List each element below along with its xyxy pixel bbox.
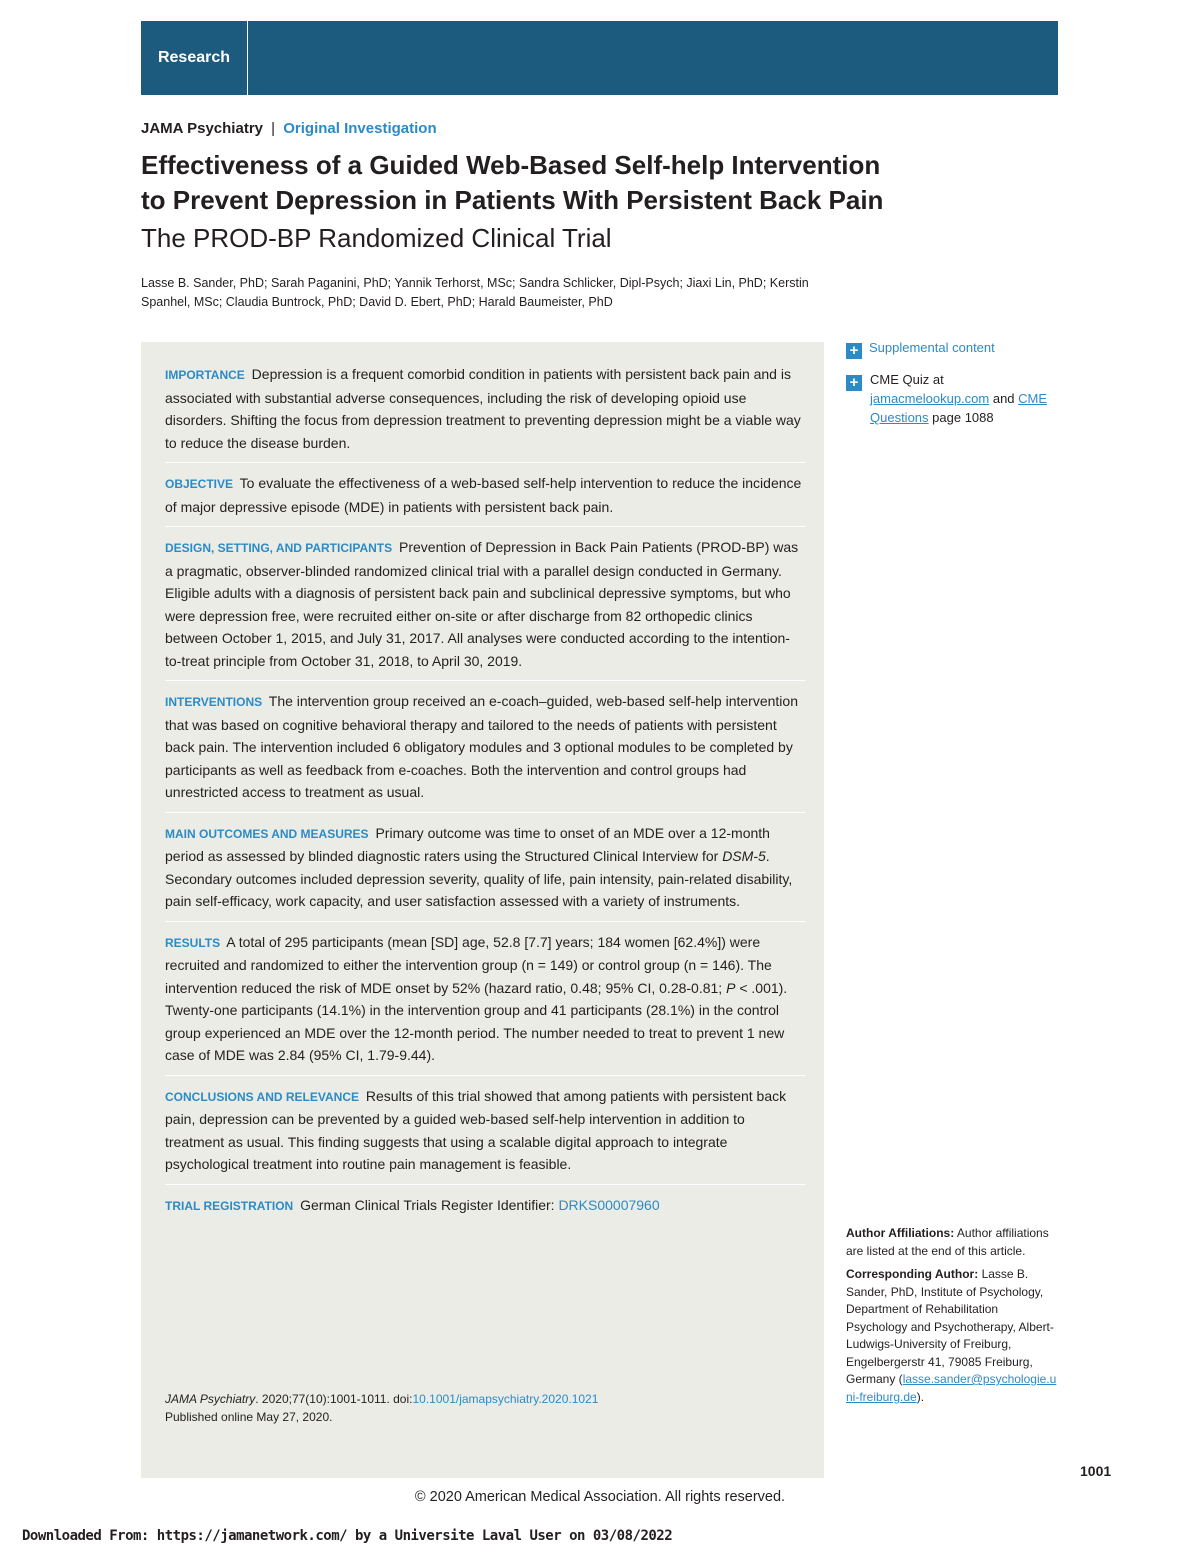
abstract-text: Results of this trial showed that among patients with persistent back pain, depression can be prevented by a guided web-based self-help intervention in addition to treatment as usual. This finding suggests that using a scalable digital approach to integrate psychological treatment into routine pain management is feasible. bbox=[165, 1087, 787, 1172]
doi-link[interactable]: 10.1001/jamapsychiatry.2020.1021 bbox=[412, 1392, 599, 1406]
published-date: Published online May 27, 2020. bbox=[165, 1410, 333, 1424]
abstract-text-emphasis: DSM-5 bbox=[722, 848, 766, 864]
abstract-text: German Clinical Trials Register Identifier: bbox=[300, 1196, 559, 1213]
cme-quiz-block bbox=[846, 370, 1060, 425]
abstract-heading: DESIGN, SETTING, AND PARTICIPANTS bbox=[165, 541, 393, 555]
abstract-objective bbox=[165, 469, 805, 527]
citation bbox=[165, 1390, 785, 1426]
abstract-heading: MAIN OUTCOMES AND MEASURES bbox=[165, 826, 369, 841]
cme-site-link[interactable]: jamacmelookup.com bbox=[870, 391, 990, 406]
abstract-registration bbox=[165, 1191, 805, 1226]
cme-text bbox=[870, 370, 1060, 427]
supplemental-content-link[interactable] bbox=[846, 338, 995, 359]
journal-name: JAMA Psychiatry bbox=[141, 120, 263, 137]
cme-page: page 1088 bbox=[932, 410, 994, 425]
cme-prefix: CME Quiz at bbox=[870, 372, 944, 387]
affiliations-text: Author affiliations are listed at the end of this article. bbox=[846, 1226, 1049, 1258]
abstract-conclusions bbox=[165, 1082, 805, 1185]
kicker-separator: | bbox=[271, 120, 276, 137]
copyright-notice: © 2020 American Medical Association. All rights reserved. bbox=[414, 1489, 786, 1505]
section-banner bbox=[141, 21, 1058, 95]
affiliations-label: Author Affiliations: bbox=[846, 1226, 955, 1240]
cme-and: and bbox=[992, 391, 1015, 406]
corresponding-author-end: ). bbox=[916, 1389, 925, 1404]
cme-questions-link[interactable]: CME Questions bbox=[870, 391, 1048, 425]
plus-icon: + bbox=[846, 375, 862, 391]
abstract-importance bbox=[165, 360, 805, 463]
journal-kicker bbox=[141, 120, 437, 137]
supplemental-label: Supplemental content bbox=[869, 340, 995, 355]
abstract-interventions bbox=[165, 687, 805, 813]
abstract-heading: CONCLUSIONS AND RELEVANCE bbox=[165, 1089, 360, 1104]
abstract-text-emphasis: P bbox=[726, 979, 736, 996]
abstract-text: To evaluate the effectiveness of a web-based self-help intervention to reduce the incidence of major depressive episode (MDE) in patients with persistent back pain. bbox=[165, 475, 802, 515]
article-title: Effectiveness of a Guided Web-Based Self-help Intervention to Prevent Depression in Patients With Persistent Back Pain bbox=[141, 150, 884, 215]
abstract-results bbox=[165, 928, 805, 1076]
abstract-text: Depression is a frequent comorbid condition in patients with persistent back pain and is associated with substantial adverse consequences, including the risk of developing opioid use disorders. Shifting the focus from depression treatment to preventing depression might be a viable way to reduce the disease burden. bbox=[165, 366, 801, 451]
trial-registry-link[interactable]: DRKS00007960 bbox=[558, 1196, 660, 1213]
abstract-text: A total of 295 participants (mean [SD] age, 52.8 [7.7] years; 184 women [62.4%]) were recruited and randomized to either the intervention group (n = 149) or control group (n = 146). The intervention reduced the risk of MDE onset by 52% (hazard ratio, 0.48; 95% CI, 0.28-0.81; bbox=[165, 933, 772, 996]
corresponding-author-text: Lasse B. Sander, PhD, Institute of Psychology, Department of Rehabilitation Psychology and Psychotherapy, Albert-Ludwigs-University of Freiburg, Engelbergerstr 41, 79085 Freiburg, Germany ( bbox=[846, 1267, 1054, 1386]
abstract-design bbox=[165, 533, 805, 681]
abstract-text: Prevention of Depression in Back Pain Patients (PROD-BP) was a pragmatic, observer-blinded randomized clinical trial with a parallel design conducted in Germany. Eligible adults with a diagnosis of persistent back pain and subclinical depressive symptoms, but who were depression free, were recruited either on-site or after discharge from 82 orthopedic clinics between October 1, 2015, and July 31, 2017. All analyses were conducted according to the intention-to-treat principle from October 31, 2018, to April 30, 2019. bbox=[165, 539, 799, 669]
article-subtitle: The PROD-BP Randomized Clinical Trial bbox=[141, 223, 612, 253]
abstract-outcomes bbox=[165, 819, 805, 922]
abstract-heading: IMPORTANCE bbox=[165, 368, 245, 382]
abstract-heading: INTERVENTIONS bbox=[165, 695, 263, 709]
abstract-text: . Secondary outcomes included depression severity, quality of life, pain intensity, pain-related disability, pain self-efficacy, work capacity, and user satisfaction assessed with a variety of instruments. bbox=[165, 848, 793, 909]
abstract-text: Primary outcome was time to onset of an MDE over a 12-month period as assessed by blinded diagnostic raters using the Structured Clinical Interview for bbox=[165, 824, 770, 864]
author-affiliations bbox=[846, 1225, 1058, 1412]
abstract-heading: TRIAL REGISTRATION bbox=[165, 1198, 294, 1213]
corresponding-author-label: Corresponding Author: bbox=[846, 1267, 979, 1281]
citation-journal: JAMA Psychiatry bbox=[165, 1392, 256, 1406]
abstract-text: < .001). Twenty-one participants (14.1%) in the intervention group and 41 participants (28.1%) in the control group experienced an MDE over the 12-month period. The number needed to treat to prevent 1 new case of MDE was 2.84 (95% CI, 1.79-9.44). bbox=[165, 979, 788, 1063]
abstract-heading: OBJECTIVE bbox=[165, 477, 234, 491]
abstract-box bbox=[141, 342, 824, 1478]
article-type: Original Investigation bbox=[283, 120, 437, 137]
email-link[interactable]: lasse.sander@psychologie.uni-freiburg.de bbox=[846, 1372, 1057, 1404]
citation-ref: . 2020;77(10):1001-1011. doi: bbox=[255, 1392, 413, 1406]
page-number: 1001 bbox=[1080, 1463, 1112, 1479]
author-list: Lasse B. Sander, PhD; Sarah Paganini, PhD; Yannik Terhorst, MSc; Sandra Schlicker, Dipl-Psych; Jiaxi Lin, PhD; Kerstin Spanhel, MSc; Claudia Buntrock, PhD; David D. Ebert, PhD; Harald Baumeister, PhD bbox=[141, 276, 809, 309]
abstract-text: The intervention group received an e-coach–guided, web-based self-help intervention that was based on cognitive behavioral therapy and tailored to the needs of patients with persistent back pain. The intervention included 6 obligatory modules and 3 optional modules to be completed by participants as well as feedback from e-coaches. Both the intervention and control groups had unrestricted access to treatment as usual. bbox=[165, 693, 798, 800]
abstract-heading: RESULTS bbox=[165, 935, 221, 950]
download-stamp: Downloaded From: https://jamanetwork.com/ by a Universite Laval User on 03/08/2022 bbox=[22, 1528, 673, 1544]
section-label: Research bbox=[141, 21, 248, 95]
plus-icon: + bbox=[846, 343, 862, 359]
